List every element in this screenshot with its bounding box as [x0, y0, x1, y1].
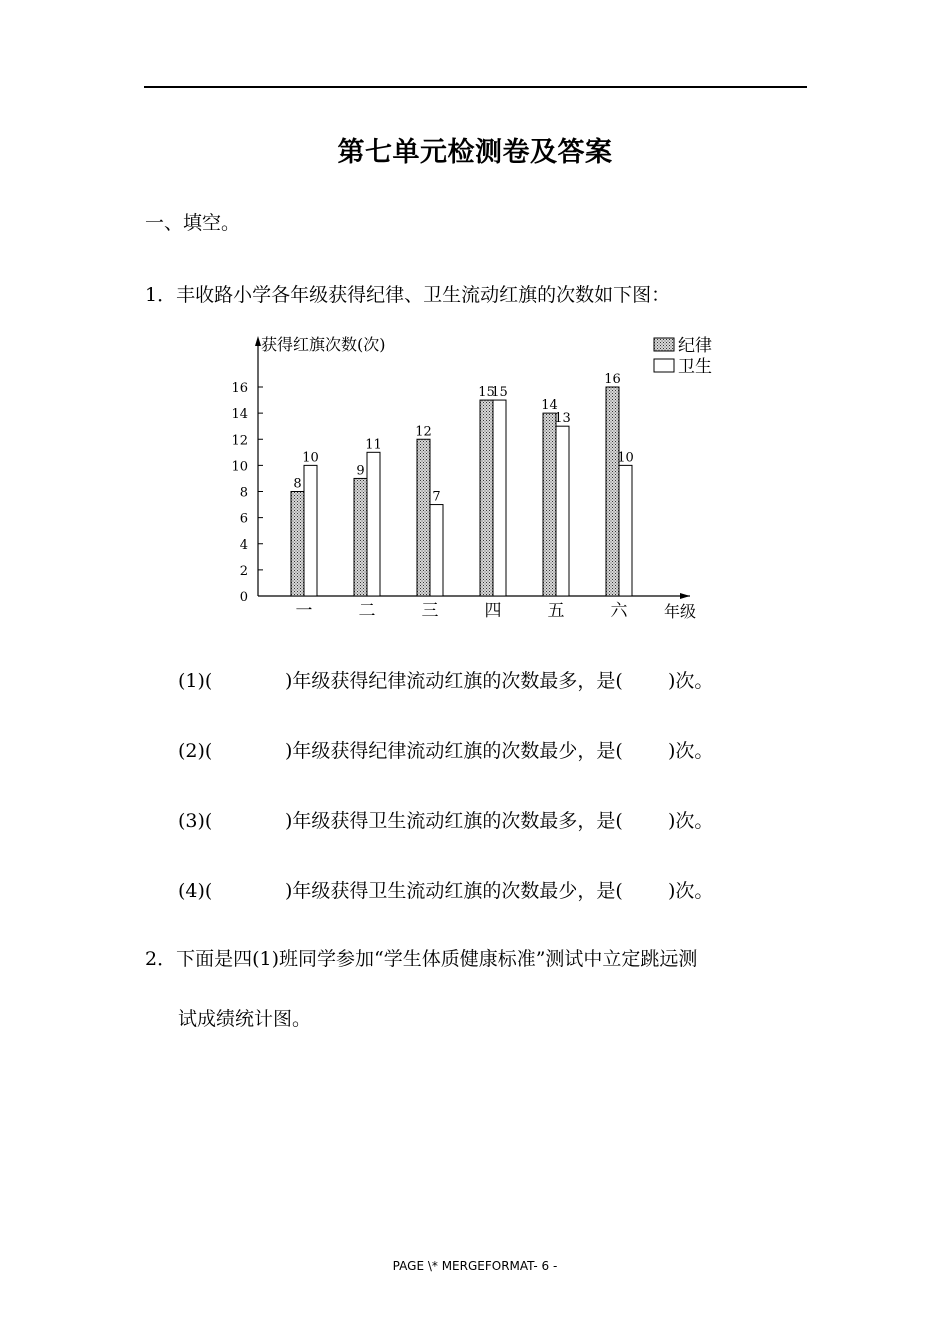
subquestion-end: )次。 [668, 880, 714, 902]
x-tick-label: 一 [295, 601, 313, 621]
subquestion-4 [178, 876, 713, 903]
bar-value-label: 10 [302, 450, 319, 466]
question-1-text: 丰收路小学各年级获得纪律、卫生流动红旗的次数如下图： [176, 284, 671, 306]
subquestion-2 [178, 736, 713, 763]
x-tick-label: 二 [358, 601, 376, 621]
subquestion-text: )年级获得卫生流动红旗的次数最少，是( [285, 880, 623, 902]
bar-discipline [354, 478, 367, 596]
subquestion-text: )年级获得纪律流动红旗的次数最多，是( [285, 670, 623, 692]
question-2-number: 2． [145, 948, 177, 970]
y-tick-label: 6 [239, 511, 248, 527]
y-tick-label: 12 [231, 433, 248, 449]
bar-hygiene [493, 400, 506, 596]
bar-value-label: 13 [554, 411, 571, 427]
legend-swatch [654, 338, 674, 351]
page-footer: PAGE \* MERGEFORMAT- 6 - [392, 1259, 558, 1273]
y-tick-label: 10 [231, 459, 248, 475]
x-axis-arrow [680, 593, 690, 599]
bar-hygiene [430, 505, 443, 596]
bar-discipline [417, 439, 430, 596]
x-tick-label: 六 [610, 601, 628, 621]
question-2-text: 下面是四(1)班同学参加“学生体质健康标准”测试中立定跳远测 [176, 948, 698, 970]
subquestion-text: )年级获得纪律流动红旗的次数最少，是( [285, 740, 623, 762]
bar-value-label: 11 [365, 437, 382, 453]
x-axis-ticks [296, 601, 629, 621]
y-tick-label: 4 [239, 537, 248, 553]
bar-value-label: 10 [617, 450, 634, 466]
subquestion-text: )年级获得卫生流动红旗的次数最多，是( [285, 810, 623, 832]
y-tick-label: 16 [231, 381, 248, 396]
y-tick-label: 8 [239, 485, 248, 501]
x-tick-label: 五 [547, 601, 565, 621]
question-1-number: 1． [145, 284, 177, 306]
legend-swatch [654, 359, 674, 372]
question-2 [145, 944, 697, 971]
y-tick-label: 14 [231, 407, 248, 423]
bar-value-label: 16 [604, 372, 621, 387]
legend-label: 纪律 [678, 336, 712, 356]
x-tick-label: 三 [421, 601, 439, 621]
bar-hygiene [556, 426, 569, 596]
bar-value-label: 8 [293, 476, 302, 492]
question-2-continuation: 试成绩统计图。 [178, 1008, 312, 1030]
bar-discipline [543, 413, 556, 596]
bar-hygiene [367, 452, 380, 596]
chart-bars [291, 372, 634, 596]
bar-value-label: 15 [478, 385, 495, 401]
bar-value-label: 9 [356, 463, 365, 479]
bar-discipline [480, 400, 493, 596]
header-rule [144, 86, 807, 88]
subquestion-end: )次。 [668, 740, 714, 762]
subquestion-number: (4)( [178, 880, 213, 902]
subquestion-end: )次。 [668, 810, 714, 832]
x-tick-label: 四 [484, 601, 502, 621]
bar-hygiene [304, 465, 317, 596]
bar-value-label: 15 [491, 385, 508, 401]
subquestion-1 [178, 666, 713, 693]
bar-chart [222, 330, 712, 630]
subquestion-3 [178, 806, 713, 833]
bar-value-label: 12 [415, 424, 432, 440]
question-1 [145, 280, 670, 307]
y-axis-label: 获得红旗次数(次) [261, 335, 386, 354]
page-title: 第七单元检测卷及答案 [337, 137, 613, 168]
bar-value-label: 14 [541, 398, 558, 414]
y-tick-label: 0 [239, 590, 248, 605]
bar-hygiene [619, 465, 632, 596]
subquestion-number: (3)( [178, 810, 213, 832]
subquestion-end: )次。 [668, 670, 714, 692]
bar-discipline [291, 492, 304, 597]
x-axis-label: 年级 [664, 602, 697, 621]
section-heading: 一、填空。 [145, 212, 241, 234]
subquestion-number: (2)( [178, 740, 213, 762]
bar-discipline [606, 387, 619, 596]
bar-value-label: 7 [432, 489, 441, 505]
subquestion-number: (1)( [178, 670, 213, 692]
y-tick-label: 2 [239, 563, 248, 579]
chart-legend [654, 336, 712, 377]
legend-label: 卫生 [678, 357, 712, 377]
